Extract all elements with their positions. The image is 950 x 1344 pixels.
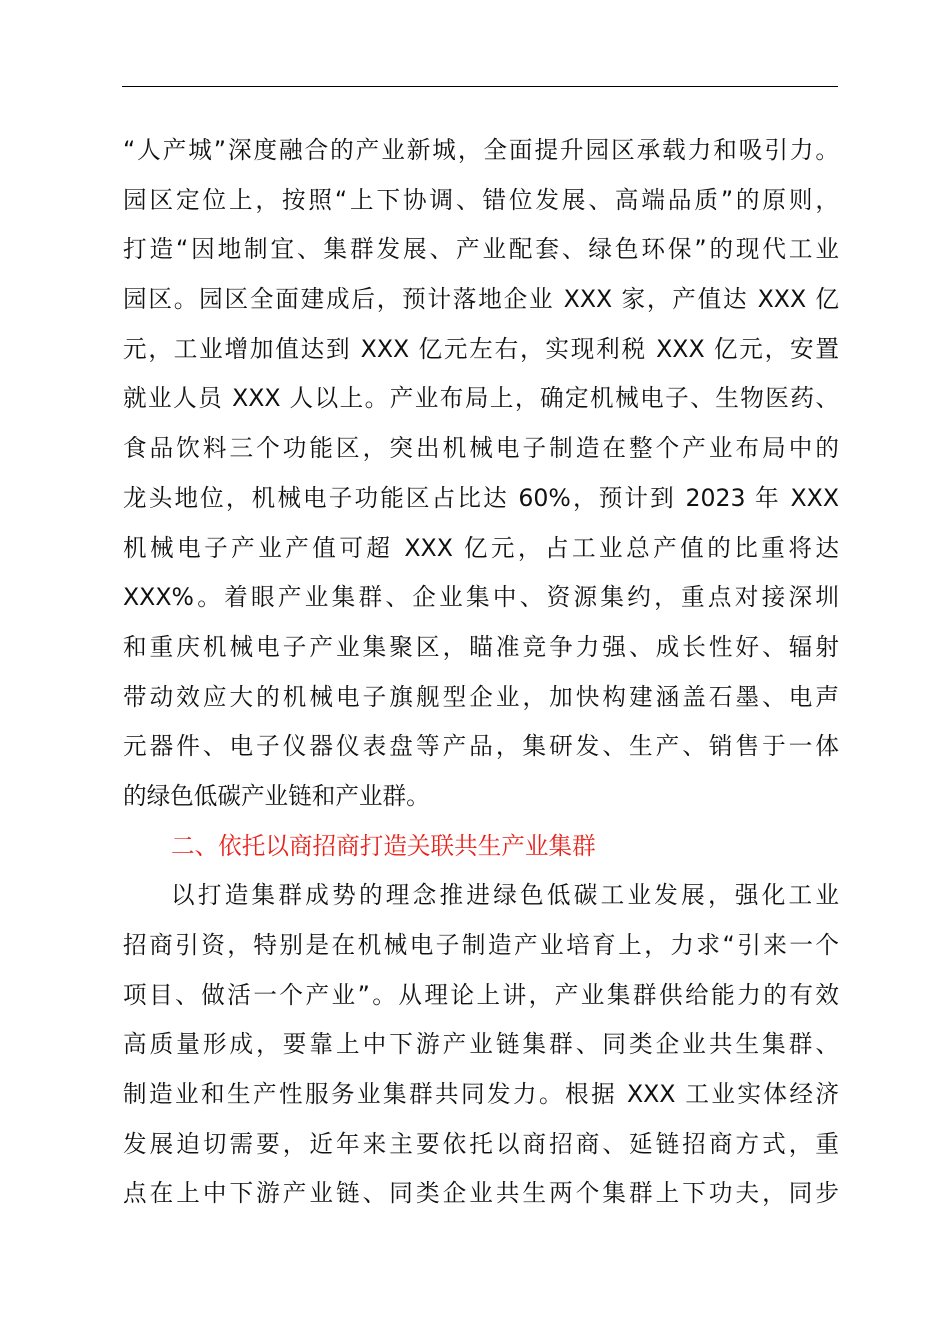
paragraph-line: 机械电子产业产值可超 XXX 亿元，占工业总产值的比重将达 xyxy=(123,533,839,562)
paragraph-line: 发展迫切需要，近年来主要依托以商招商、延链招商方式，重 xyxy=(123,1129,839,1158)
paragraph-line: “人产城”深度融合的产业新城，全面提升园区承载力和吸引力。 xyxy=(123,136,839,164)
paragraph-line: 食品饮料三个功能区，突出机械电子制造在整个产业布局中的 xyxy=(123,434,839,463)
paragraph-line: 的绿色低碳产业链和产业群。 xyxy=(123,781,430,810)
paragraph-line: 元，工业增加值达到 XXX 亿元左右，实现利税 XXX 亿元，安置 xyxy=(123,334,839,363)
section-heading: 二、依托以商招商打造关联共生产业集群 xyxy=(171,831,596,860)
header-rule xyxy=(122,86,838,87)
paragraph-line: 高质量形成，要靠上中下游产业链集群、同类企业共生集群、 xyxy=(123,1030,839,1059)
paragraph-line: 和重庆机械电子产业集聚区，瞄准竞争力强、成长性好、辐射 xyxy=(123,632,839,661)
paragraph-line: 项目、做活一个产业”。从理论上讲，产业集群供给能力的有效 xyxy=(123,980,839,1009)
paragraph-line: 带动效应大的机械电子旗舰型企业，加快构建涵盖石墨、电声 xyxy=(123,682,839,711)
paragraph-line: 招商引资，特别是在机械电子制造产业培育上，力求“引来一个 xyxy=(123,931,839,959)
paragraph-line: 就业人员 XXX 人以上。产业布局上，确定机械电子、生物医药、 xyxy=(123,384,839,413)
paragraph-line: 龙头地位，机械电子功能区占比达 60%，预计到 2023 年 XXX xyxy=(123,483,839,512)
document-body xyxy=(123,126,839,1219)
paragraph-line: 点在上中下游产业链、同类企业共生两个集群上下功夫，同步 xyxy=(123,1179,839,1208)
paragraph-line: 制造业和生产性服务业集群共同发力。根据 XXX 工业实体经济 xyxy=(123,1080,839,1109)
paragraph-line: 元器件、电子仪器仪表盘等产品，集研发、生产、销售于一体 xyxy=(123,732,839,761)
paragraph-line: 园区定位上，按照“上下协调、错位发展、高端品质”的原则， xyxy=(123,185,839,214)
paragraph-line: 园区。园区全面建成后，预计落地企业 XXX 家，产值达 XXX 亿 xyxy=(123,285,839,314)
paragraph-line: XXX%。着眼产业集群、企业集中、资源集约，重点对接深圳 xyxy=(123,583,839,612)
paragraph-line: 以打造集群成势的理念推进绿色低碳工业发展，强化工业 xyxy=(171,881,839,910)
paragraph-line: 打造“因地制宜、集群发展、产业配套、绿色环保”的现代工业 xyxy=(123,235,839,264)
